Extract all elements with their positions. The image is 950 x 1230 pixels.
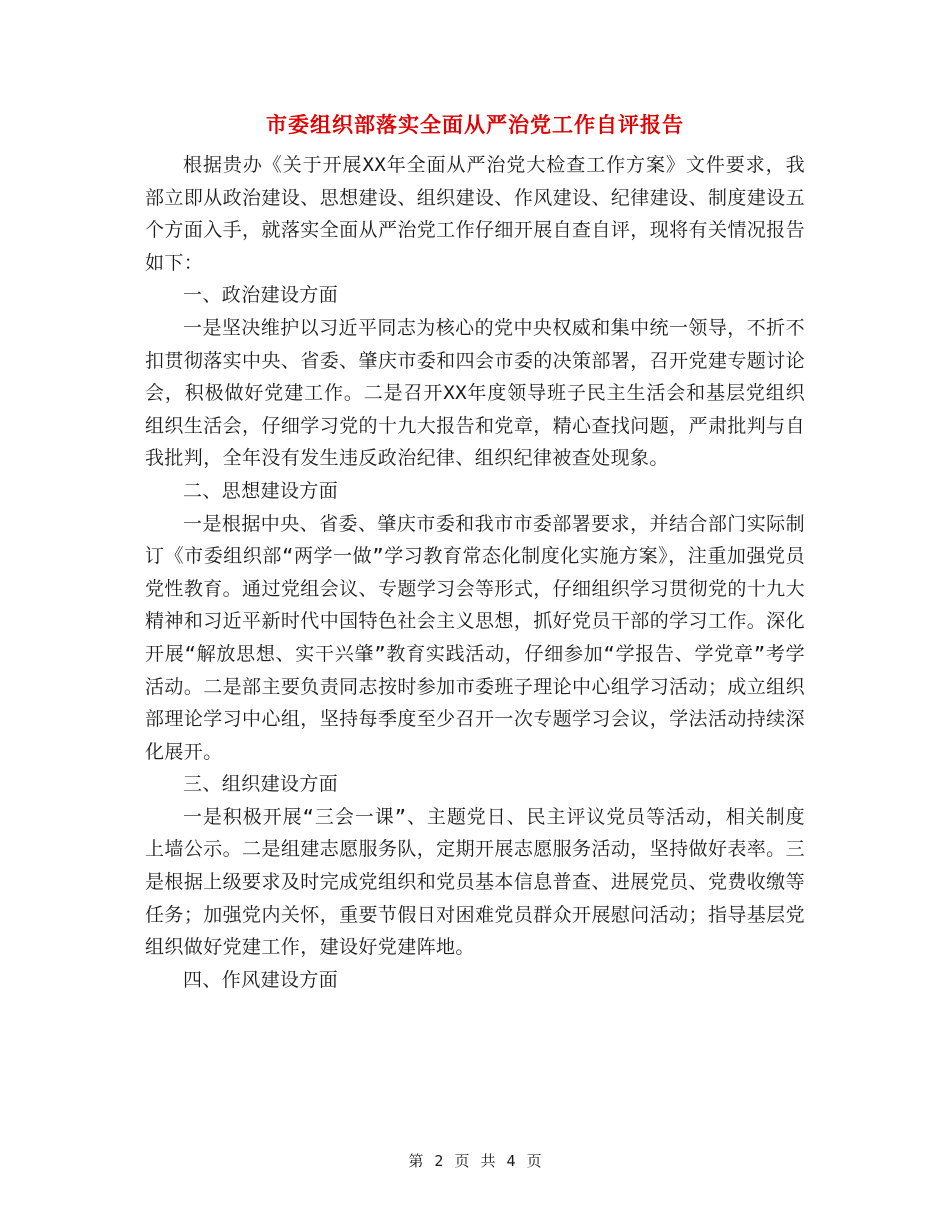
document-title: 市委组织部落实全面从严治党工作自评报告 bbox=[266, 112, 684, 137]
section-heading-work-style: 四、作风建设方面 bbox=[183, 968, 339, 991]
page-number-footer: 第 2 页 共 4 页 bbox=[408, 1152, 542, 1170]
intro-paragraph: 根据贵办《关于开展XX年全面从严治党大检查工作方案》文件要求，我部立即从政治建设、思想建设、组织建设、作风建设、纪律建设、制度建设五个方面入手，就落实全面从严治党工作仔细开展自查自评，现将有关情况报告如下： bbox=[145, 154, 805, 274]
section-heading-political: 一、政治建设方面 bbox=[183, 284, 339, 307]
section-heading-organizational: 三、组织建设方面 bbox=[183, 773, 339, 796]
section-heading-ideological: 二、思想建设方面 bbox=[183, 479, 339, 502]
document-body bbox=[145, 149, 805, 996]
political-paragraph: 一是坚决维护以习近平同志为核心的党中央权威和集中统一领导，不折不扣贯彻落实中央、省委、肇庆市委和四会市委的决策部署，召开党建专题讨论会，积极做好党建工作。二是召开XX年度领导班子民主生活会和基层党组织组织生活会，仔细学习党的十九大报告和党章，精心查找问题，严肃批判与自我批判，全年没有发生违反政治纪律、组织纪律被查处现象。 bbox=[145, 316, 805, 470]
organizational-paragraph: 一是积极开展“三会一课”、主题党日、民主评议党员等活动，相关制度上墙公示。二是组建志愿服务队，定期开展志愿服务活动，坚持做好表率。三是根据上级要求及时完成党组织和党员基本信息普查、进展党员、党费收缴等任务；加强党内关怀，重要节假日对困难党员群众开展慰问活动；指导基层党组织做好党建工作，建设好党建阵地。 bbox=[145, 805, 805, 959]
ideological-paragraph: 一是根据中央、省委、肇庆市委和我市市委部署要求，并结合部门实际制订《市委组织部“两学一做”学习教育常态化制度化实施方案》，注重加强党员党性教育。通过党组会议、专题学习会等形式，仔细组织学习贯彻党的十九大精神和习近平新时代中国特色社会主义思想，抓好党员干部的学习工作。深化开展“解放思想、实干兴肇”教育实践活动，仔细参加“学报告、学党章”考学活动。二是部主要负责同志按时参加市委班子理论中心组学习活动；成立组织部理论学习中心组，坚持每季度至少召开一次专题学习会议，学法活动持续深化展开。 bbox=[145, 512, 805, 763]
